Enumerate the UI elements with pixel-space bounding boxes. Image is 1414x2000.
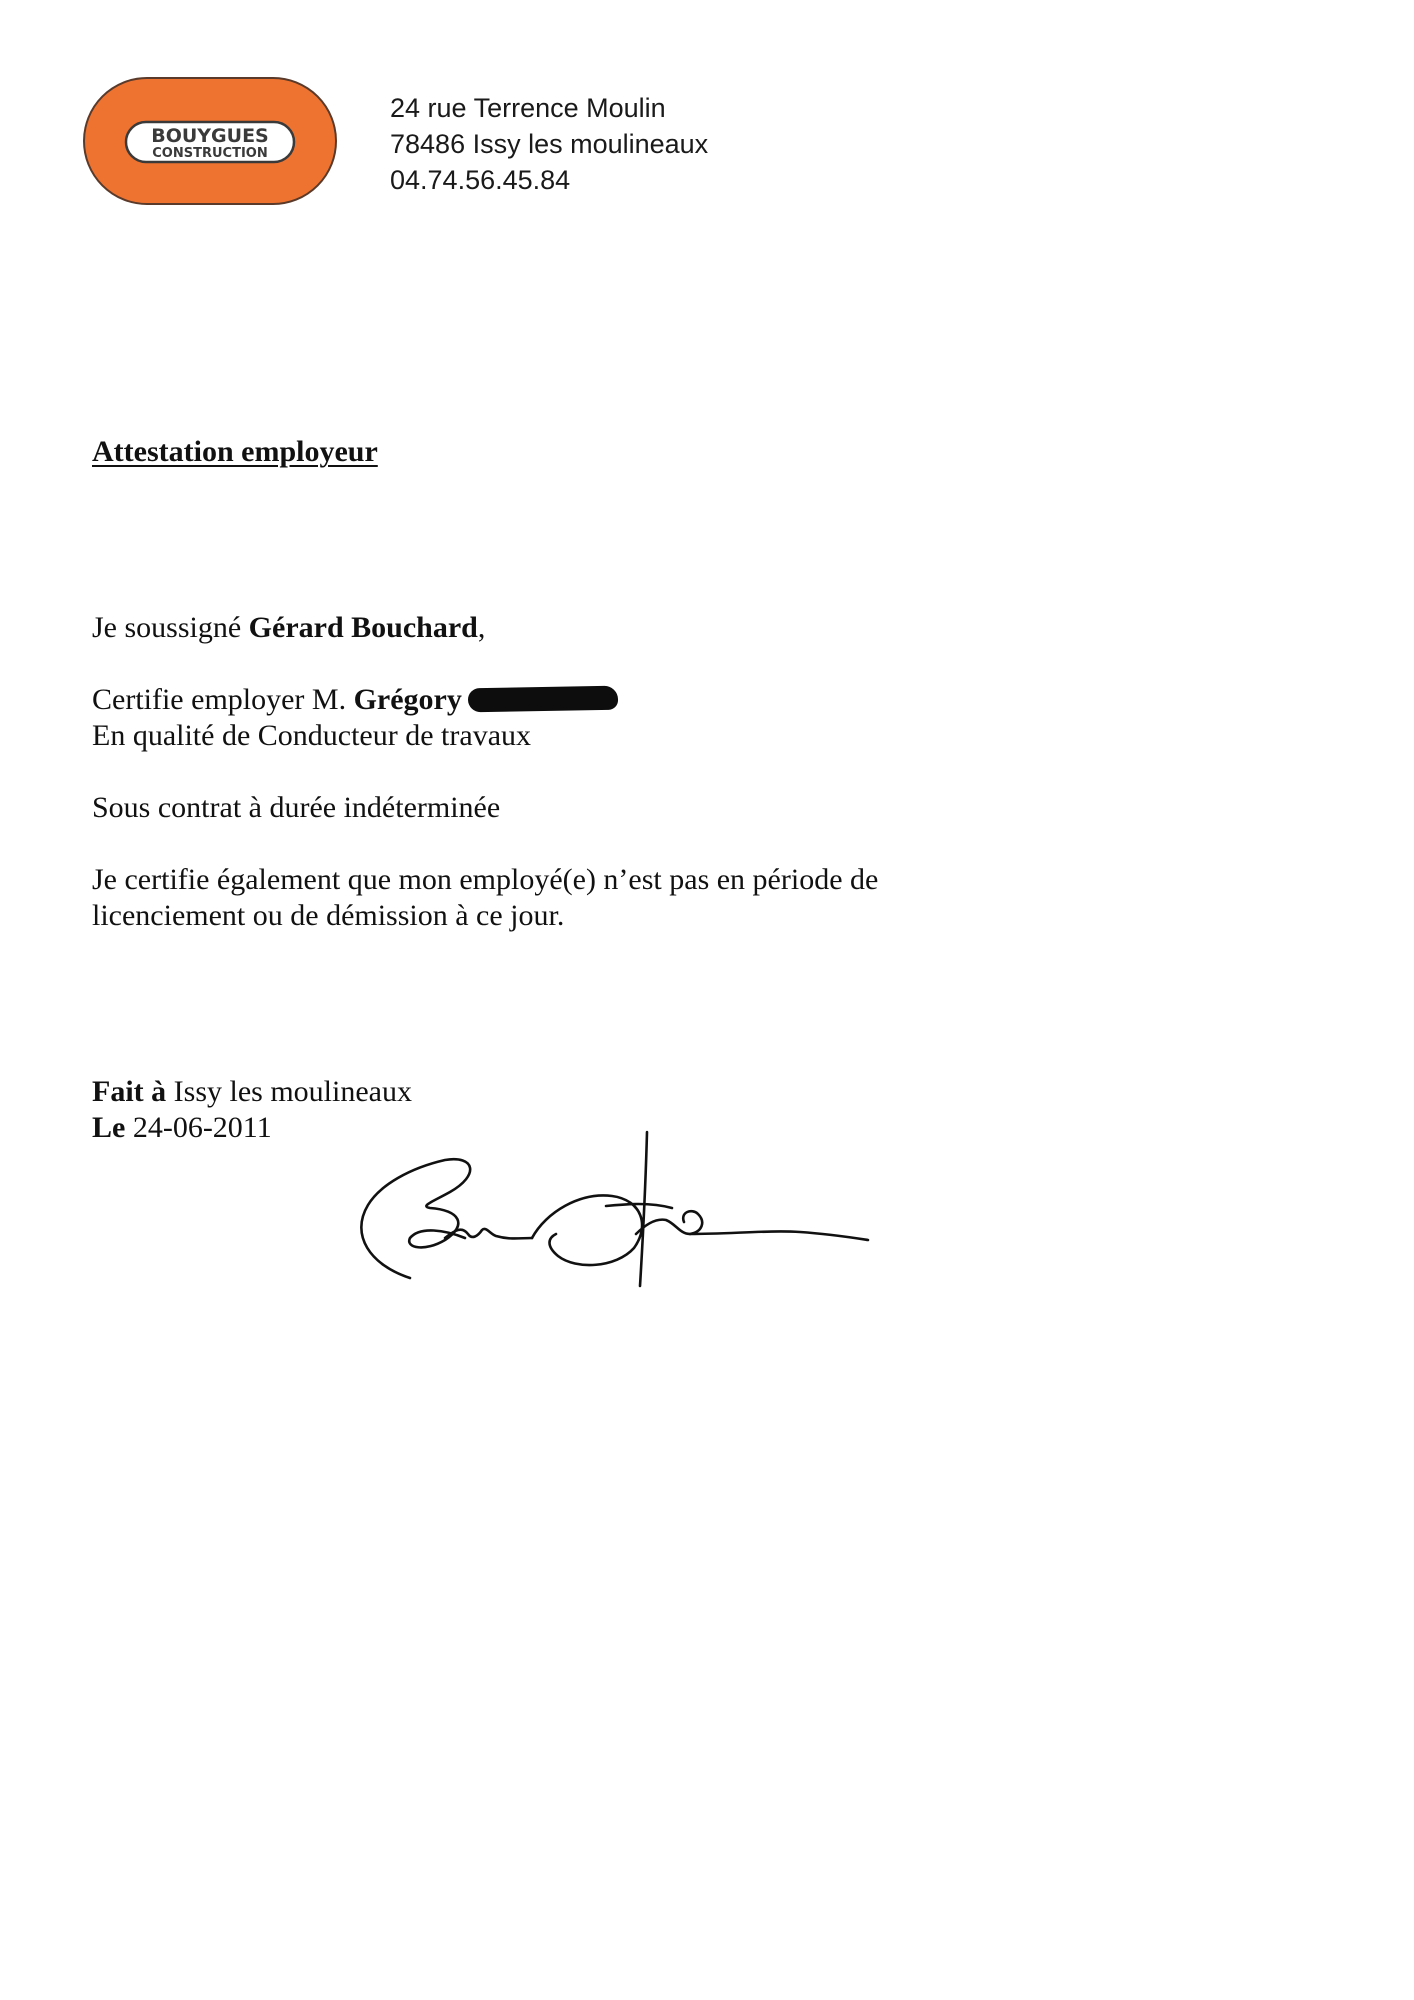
document-title: Attestation employeur	[92, 435, 378, 468]
certification-line2: licenciement ou de démission à ce jour.	[92, 899, 565, 932]
company-logo	[82, 76, 338, 206]
company-address	[390, 90, 708, 198]
signatory-line	[92, 610, 485, 646]
signatory-suffix: ,	[477, 611, 486, 644]
logo-line1: BOUYGUES	[151, 125, 269, 147]
redaction-mark-icon	[468, 686, 618, 713]
employee-position: En qualité de Conducteur de travaux	[92, 719, 532, 752]
employee-prefix: Certifie employer M.	[92, 683, 354, 716]
employee-line	[92, 682, 618, 718]
address-street: 24 rue Terrence Moulin	[390, 93, 666, 123]
signatory-prefix: Je soussigné	[92, 611, 249, 644]
certification-line1: Je certifie également que mon employé(e) n’est pas en période de	[92, 863, 879, 896]
employee-block	[92, 682, 618, 754]
place-line	[92, 1074, 412, 1110]
signature	[350, 1130, 870, 1290]
date-label: Le	[92, 1111, 126, 1144]
certification-block	[92, 862, 878, 934]
logo-line2: CONSTRUCTION	[152, 146, 268, 161]
date-value: 24-06-2011	[125, 1111, 272, 1144]
address-city: 78486 Issy les moulineaux	[390, 129, 709, 159]
signatory-name: Gérard Bouchard	[248, 611, 478, 644]
bouygues-construction-logo-icon	[82, 76, 338, 206]
place-value: Issy les moulineaux	[166, 1075, 412, 1108]
contract-line: Sous contrat à durée indéterminée	[92, 791, 501, 824]
employee-first-name: Grégory	[353, 683, 462, 716]
place-label: Fait à	[92, 1075, 167, 1108]
handwritten-signature-icon	[350, 1130, 870, 1290]
address-phone: 04.74.56.45.84	[390, 165, 571, 195]
